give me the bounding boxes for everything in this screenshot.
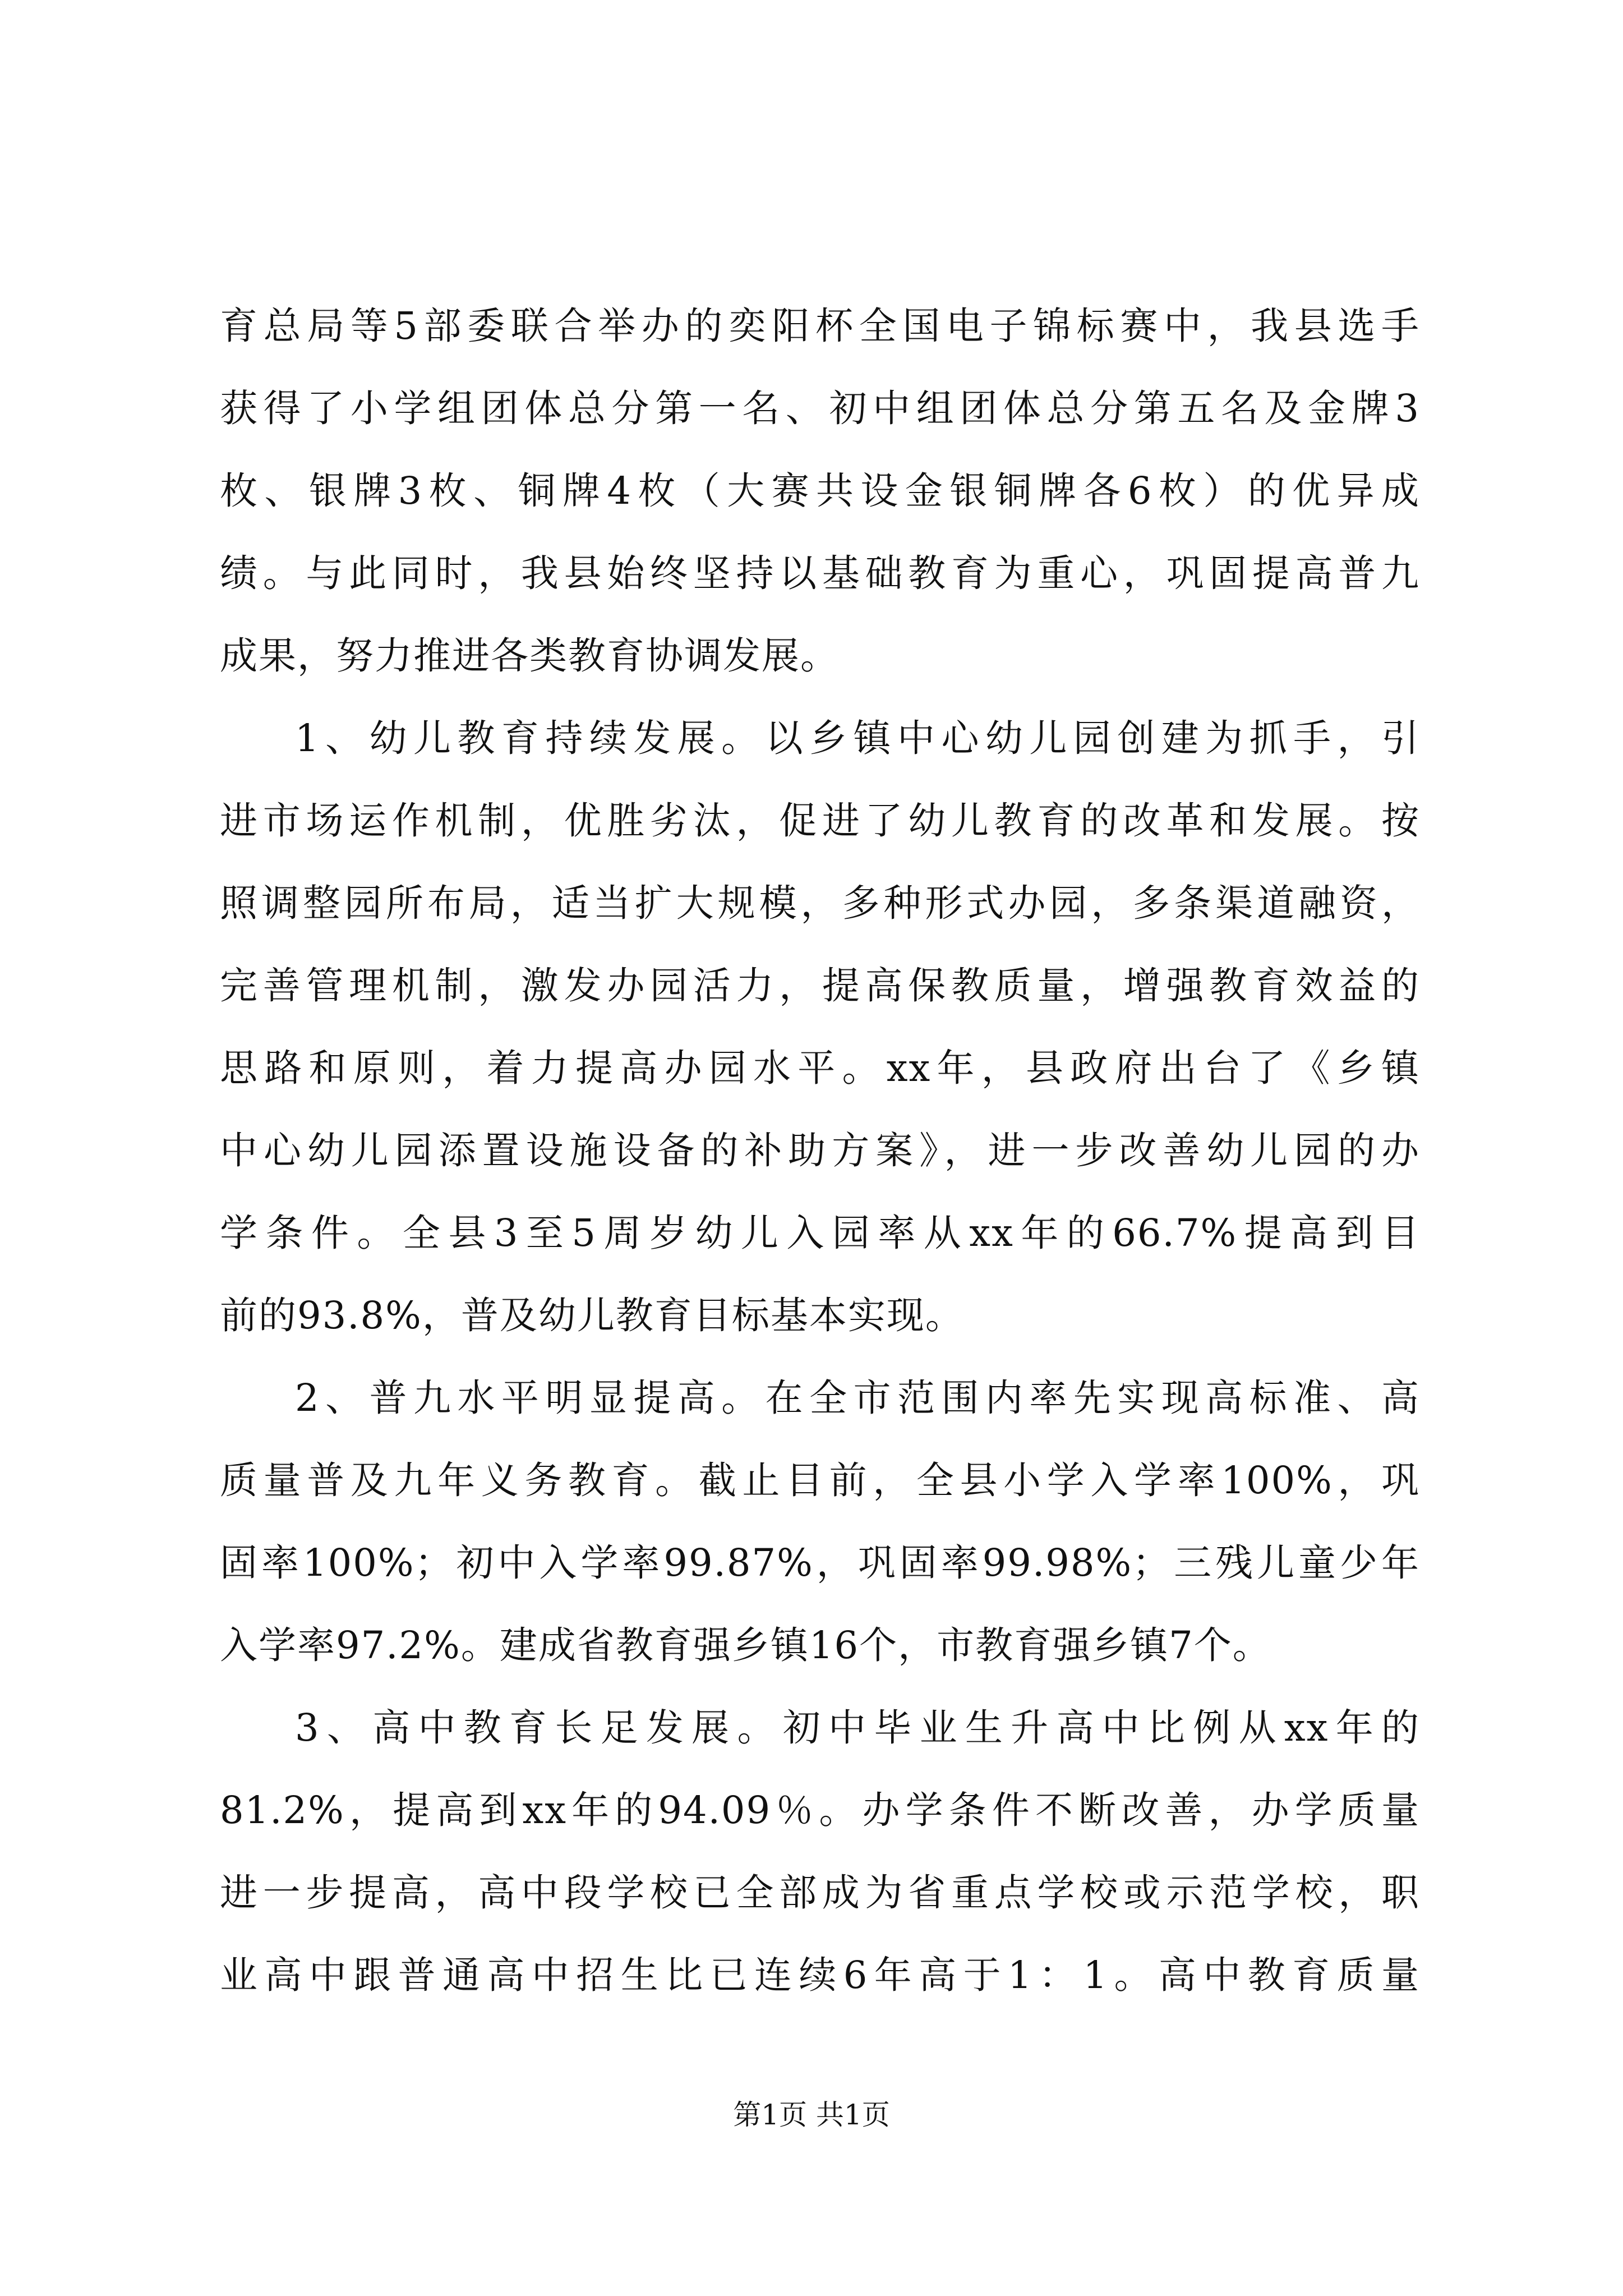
text-line: 照调整园所布局，适当扩大规模，多种形式办园，多条渠道融资， <box>220 881 1420 925</box>
text-line: 3、高中教育长足发展。初中毕业生升高中比例从xx年的 <box>295 1706 1420 1750</box>
text-line: 完善管理机制，激发办园活力，提高保教质量，增强教育效益的 <box>220 964 1420 1007</box>
text-line: 业高中跟普通高中招生比已连续6年高于1：1。高中教育质量 <box>220 1953 1420 1997</box>
body-text <box>220 285 1420 2017</box>
text-line: 获得了小学组团体总分第一名、初中组团体总分第五名及金牌3 <box>220 386 1420 430</box>
text-line: 中心幼儿园添置设施设备的补助方案》，进一步改善幼儿园的办 <box>220 1129 1420 1172</box>
text-line: 枚、银牌3枚、铜牌4枚（大赛共设金银铜牌各6枚）的优异成 <box>220 469 1420 513</box>
text-line: 1、幼儿教育持续发展。以乡镇中心幼儿园创建为抓手，引 <box>295 716 1420 760</box>
text-line: 2、普九水平明显提高。在全市范围内率先实现高标准、高 <box>295 1376 1420 1420</box>
text-line: 绩。与此同时，我县始终坚持以基础教育为重心，巩固提高普九 <box>220 551 1420 595</box>
text-line: 育总局等5部委联合举办的奕阳杯全国电子锦标赛中，我县选手 <box>220 304 1420 348</box>
text-line: 成果，努力推进各类教育协调发展。 <box>220 634 839 678</box>
text-line: 进一步提高，高中段学校已全部成为省重点学校或示范学校，职 <box>220 1871 1420 1915</box>
text-line: 81.2%，提高到xx年的94.09％。办学条件不断改善，办学质量 <box>220 1788 1420 1832</box>
text-line: 思路和原则，着力提高办园水平。xx年，县政府出台了《乡镇 <box>220 1046 1420 1090</box>
text-line: 质量普及九年义务教育。截止目前，全县小学入学率100%，巩 <box>220 1458 1420 1502</box>
text-line: 前的93.8%，普及幼儿教育目标基本实现。 <box>220 1294 964 1337</box>
text-line: 固率100%；初中入学率99.87%，巩固率99.98%；三残儿童少年 <box>220 1541 1420 1585</box>
text-line: 进市场运作机制，优胜劣汰，促进了幼儿教育的改革和发展。按 <box>220 799 1420 843</box>
page-number-footer: 第1页 共1页 <box>733 2099 890 2131</box>
text-line: 学条件。全县3至5周岁幼儿入园率从xx年的66.7%提高到目 <box>220 1211 1420 1255</box>
text-line: 入学率97.2%。建成省教育强乡镇16个，市教育强乡镇7个。 <box>220 1623 1271 1667</box>
